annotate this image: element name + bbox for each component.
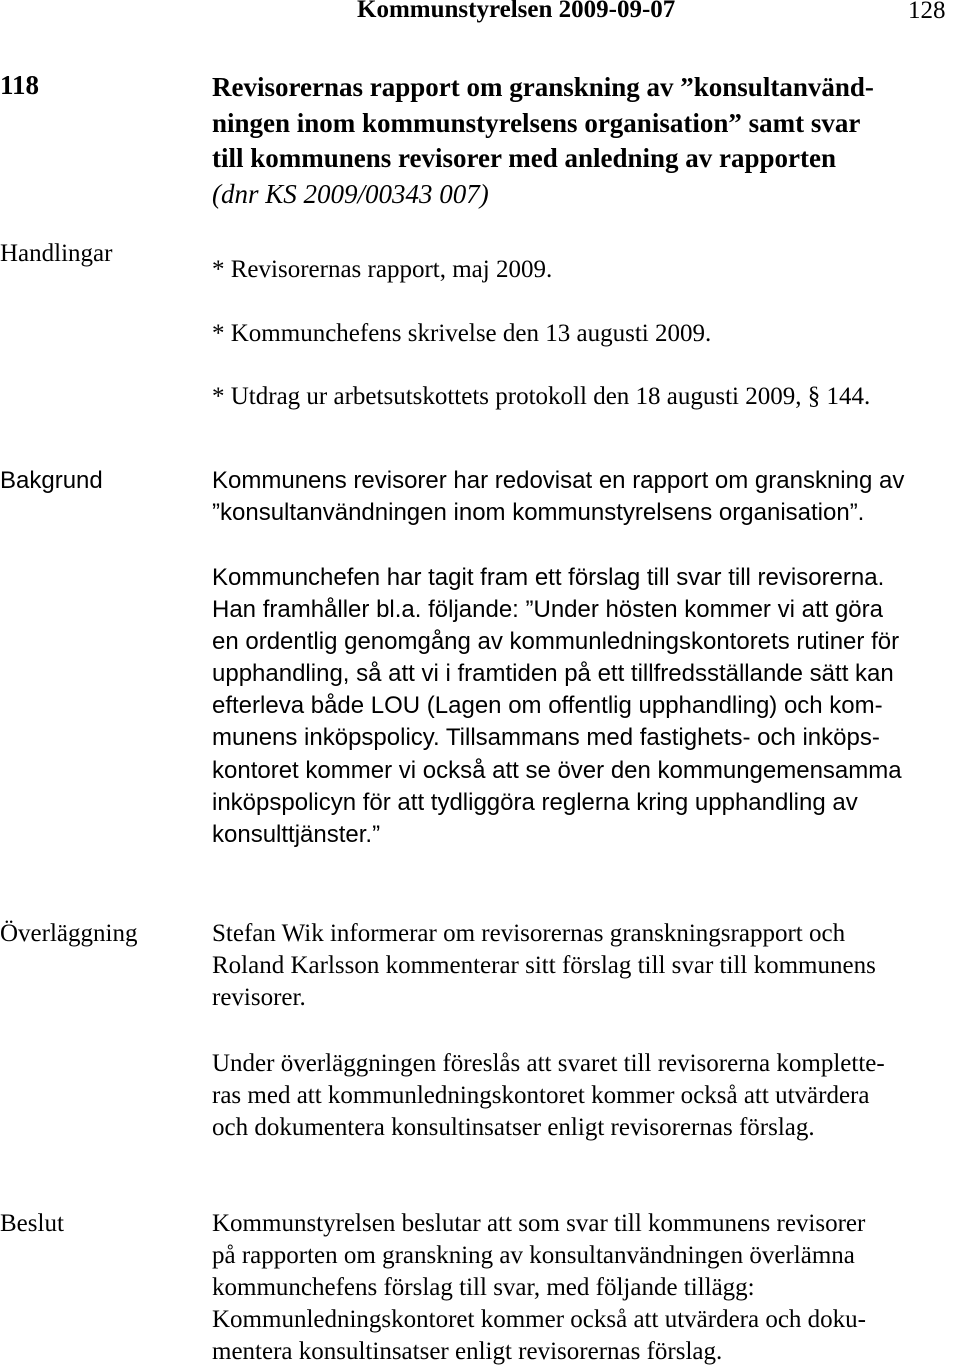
page-number: 128: [908, 0, 946, 24]
item-title-line: till kommunens revisorer med anledning av rapporten: [212, 143, 837, 173]
paragraph-line: Kommunens revisorer har redovisat en rapport om granskning av: [212, 467, 905, 494]
paragraph-line: på rapporten om granskning av konsultanvändningen överlämna: [212, 1242, 855, 1270]
list-item: * Utdrag ur arbetsutskottets protokoll den 18 augusti 2009, § 144.: [212, 383, 871, 410]
bakgrund-paragraph-2: [212, 562, 902, 851]
paragraph-line: kontoret kommer vi också att se över den kommungemensamma: [212, 756, 902, 784]
paragraph-line: en ordentlig genomgång av kommunledningskontorets rutiner för: [212, 628, 900, 656]
paragraph-line: Stefan Wik informerar om revisorernas granskningsrapport och: [212, 920, 846, 947]
bakgrund-label: Bakgrund: [0, 467, 103, 494]
overlaggning-label: Överläggning: [0, 920, 138, 947]
paragraph-line: ras med att kommunledningskontoret kommer också att utvärdera: [212, 1082, 870, 1110]
paragraph-line: Under överläggningen föreslås att svaret till revisorerna komplette-: [212, 1050, 885, 1077]
handlingar-list: [212, 238, 870, 429]
paragraph-line: Kommunledningskontoret kommer också att utvärdera och doku-: [212, 1306, 867, 1334]
paragraph-line: Han framhåller bl.a. följande: ”Under hösten kommer vi att göra: [212, 596, 883, 624]
header-title: Kommunstyrelsen 2009-09-07: [357, 0, 676, 23]
overlaggning-paragraph-1: [212, 918, 876, 1014]
bakgrund-paragraph-1: [212, 465, 904, 529]
paragraph-line: ”konsultanvändningen inom kommunstyrelsens organisation”.: [212, 499, 865, 527]
item-title-line: Revisorernas rapport om granskning av ”konsultanvänd-: [212, 72, 874, 102]
paragraph-line: Kommunstyrelsen beslutar att som svar till kommunens revisorer: [212, 1210, 866, 1237]
paragraph-line: efterleva både LOU (Lagen om offentlig upphandling) och kom-: [212, 692, 883, 720]
paragraph-line: och dokumentera konsultinsatser enligt revisorernas förslag.: [212, 1114, 815, 1142]
paragraph-line: Roland Karlsson kommenterar sitt förslag till svar till kommunens: [212, 952, 876, 980]
paragraph-line: mentera konsultinsatser enligt revisorernas förslag.: [212, 1338, 723, 1366]
paragraph-line: kommunchefens förslag till svar, med följande tillägg:: [212, 1274, 755, 1302]
paragraph-line: konsulttjänster.”: [212, 820, 381, 848]
beslut-paragraph: [212, 1208, 866, 1368]
paragraph-line: Kommunchefen har tagit fram ett förslag till svar till revisorerna.: [212, 564, 885, 591]
item-reference: (dnr KS 2009/00343 007): [212, 178, 489, 209]
item-title: [212, 70, 874, 212]
list-item: * Kommunchefens skrivelse den 13 augusti 2009.: [212, 319, 712, 347]
handlingar-label: Handlingar: [0, 240, 113, 267]
paragraph-line: upphandling, så att vi i framtiden på ett tillfredsställande sätt kan: [212, 660, 894, 688]
item-number: 118: [0, 70, 40, 100]
paragraph-line: munens inköpspolicy. Tillsammans med fastighets- och inköps-: [212, 724, 880, 752]
list-item: * Revisorernas rapport, maj 2009.: [212, 256, 553, 283]
paragraph-line: revisorer.: [212, 984, 306, 1012]
item-title-line: ningen inom kommunstyrelsens organisation” samt svar: [212, 107, 861, 138]
overlaggning-paragraph-2: [212, 1048, 885, 1144]
beslut-label: Beslut: [0, 1210, 64, 1237]
paragraph-line: inköpspolicyn för att tydliggöra reglerna kring upphandling av: [212, 788, 858, 816]
